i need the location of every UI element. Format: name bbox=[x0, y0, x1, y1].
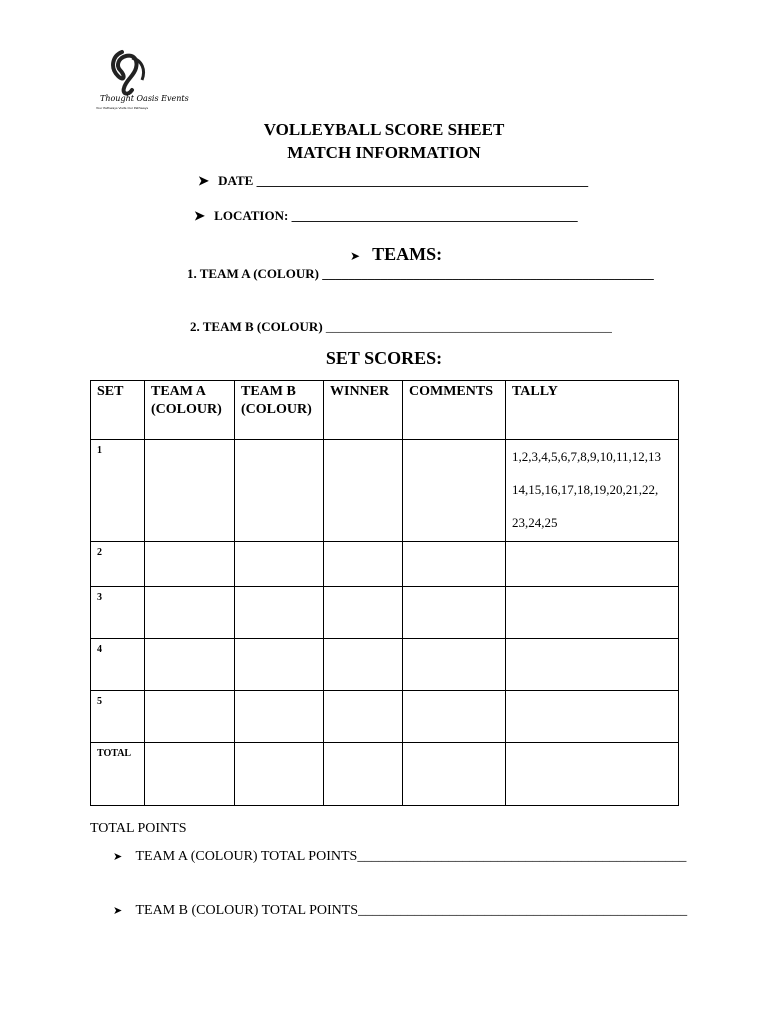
col-set: SET bbox=[91, 381, 145, 440]
table-row bbox=[91, 542, 679, 587]
table-header-row bbox=[91, 381, 679, 440]
set-scores-table bbox=[90, 380, 679, 806]
page-subtitle: MATCH INFORMATION bbox=[287, 143, 481, 162]
set-label-5: 5 bbox=[91, 691, 145, 743]
total-team-b-cell[interactable] bbox=[235, 743, 324, 806]
set-1-team-b-cell[interactable] bbox=[235, 440, 324, 542]
set-scores-heading: SET SCORES: bbox=[325, 348, 443, 368]
set-label-1: 1 bbox=[91, 440, 145, 542]
team-b-label: 2. TEAM B (COLOUR) bbox=[190, 319, 323, 334]
set-label-total: TOTAL bbox=[91, 743, 145, 806]
team-a-total-row bbox=[113, 849, 686, 865]
total-winner-cell[interactable] bbox=[324, 743, 403, 806]
teams-heading-row bbox=[350, 244, 442, 265]
team-a-label: 1. TEAM A (COLOUR) bbox=[187, 266, 319, 281]
total-tally-cell[interactable] bbox=[506, 743, 679, 806]
arrow-bullet-icon: ➤ bbox=[198, 173, 209, 188]
set-1-winner-cell[interactable] bbox=[324, 440, 403, 542]
total-team-a-cell[interactable] bbox=[145, 743, 235, 806]
set-3-team-a-cell[interactable] bbox=[145, 587, 235, 639]
arrow-bullet-icon: ➤ bbox=[113, 851, 123, 863]
team-b-total-label: TEAM B (COLOUR) TOTAL POINTS bbox=[135, 903, 359, 918]
team-b-total-row bbox=[113, 903, 687, 919]
set-2-team-a-cell[interactable] bbox=[145, 542, 235, 587]
team-a-total-field[interactable]: _______________________________________________ bbox=[357, 849, 687, 864]
tally-line-2: 14,15,16,17,18,19,20,21,22, bbox=[512, 482, 659, 497]
set-4-team-b-cell[interactable] bbox=[235, 639, 324, 691]
table-row bbox=[91, 691, 679, 743]
team-a-field[interactable]: ___________________________________________________ bbox=[322, 266, 654, 281]
set-4-tally-cell[interactable] bbox=[506, 639, 679, 691]
team-b-row bbox=[190, 319, 612, 335]
team-b-field[interactable]: ____________________________________________ bbox=[325, 319, 612, 334]
location-field[interactable]: ____________________________________________ bbox=[291, 208, 578, 223]
col-team-a-line1: TEAM A bbox=[151, 384, 206, 399]
logo-tagline: Your Pathways Visits Our Pathways bbox=[96, 106, 149, 110]
set-3-comments-cell[interactable] bbox=[403, 587, 506, 639]
set-1-tally-cell[interactable] bbox=[506, 440, 679, 542]
location-label: LOCATION: bbox=[214, 208, 289, 223]
total-comments-cell[interactable] bbox=[403, 743, 506, 806]
col-team-b-line1: TEAM B bbox=[241, 384, 296, 399]
arrow-bullet-icon: ➤ bbox=[194, 208, 205, 223]
set-1-comments-cell[interactable] bbox=[403, 440, 506, 542]
col-team-b-line2: (COLOUR) bbox=[241, 402, 312, 417]
col-tally: TALLY bbox=[506, 381, 679, 440]
set-4-winner-cell[interactable] bbox=[324, 639, 403, 691]
set-label-3: 3 bbox=[91, 587, 145, 639]
set-2-tally-cell[interactable] bbox=[506, 542, 679, 587]
set-2-team-b-cell[interactable] bbox=[235, 542, 324, 587]
tally-line-1: 1,2,3,4,5,6,7,8,9,10,11,12,13 bbox=[512, 449, 662, 464]
col-comments: COMMENTS bbox=[403, 381, 506, 440]
set-2-comments-cell[interactable] bbox=[403, 542, 506, 587]
date-row bbox=[198, 173, 588, 189]
set-5-comments-cell[interactable] bbox=[403, 691, 506, 743]
col-team-a-line2: (COLOUR) bbox=[151, 402, 222, 417]
arrow-bullet-icon: ➤ bbox=[350, 249, 361, 263]
set-4-comments-cell[interactable] bbox=[403, 639, 506, 691]
team-a-total-label: TEAM A (COLOUR) TOTAL POINTS bbox=[135, 849, 358, 864]
set-3-tally-cell[interactable] bbox=[506, 587, 679, 639]
date-label: DATE bbox=[218, 173, 254, 188]
date-field[interactable]: ___________________________________________________ bbox=[256, 173, 589, 188]
set-3-winner-cell[interactable] bbox=[324, 587, 403, 639]
col-winner: WINNER bbox=[324, 381, 403, 440]
total-points-heading: TOTAL POINTS bbox=[90, 821, 187, 836]
set-1-team-a-cell[interactable] bbox=[145, 440, 235, 542]
col-team-a bbox=[145, 381, 235, 440]
set-4-team-a-cell[interactable] bbox=[145, 639, 235, 691]
arrow-bullet-icon: ➤ bbox=[113, 905, 123, 917]
set-5-team-a-cell[interactable] bbox=[145, 691, 235, 743]
table-row bbox=[91, 440, 679, 542]
team-a-row bbox=[187, 266, 654, 282]
set-5-winner-cell[interactable] bbox=[324, 691, 403, 743]
set-5-team-b-cell[interactable] bbox=[235, 691, 324, 743]
set-label-4: 4 bbox=[91, 639, 145, 691]
location-row bbox=[194, 208, 578, 224]
table-row bbox=[91, 639, 679, 691]
company-logo bbox=[92, 46, 189, 116]
set-2-winner-cell[interactable] bbox=[324, 542, 403, 587]
logo-brand: Thought Oasis Events bbox=[100, 94, 189, 103]
tally-line-3: 23,24,25 bbox=[512, 515, 558, 530]
page-title: VOLLEYBALL SCORE SHEET bbox=[263, 120, 505, 139]
set-5-tally-cell[interactable] bbox=[506, 691, 679, 743]
teams-heading: TEAMS: bbox=[372, 244, 443, 264]
set-label-2: 2 bbox=[91, 542, 145, 587]
col-team-b bbox=[235, 381, 324, 440]
table-row bbox=[91, 743, 679, 806]
table-row bbox=[91, 587, 679, 639]
set-3-team-b-cell[interactable] bbox=[235, 587, 324, 639]
team-b-total-field[interactable]: _______________________________________________ bbox=[358, 903, 688, 918]
